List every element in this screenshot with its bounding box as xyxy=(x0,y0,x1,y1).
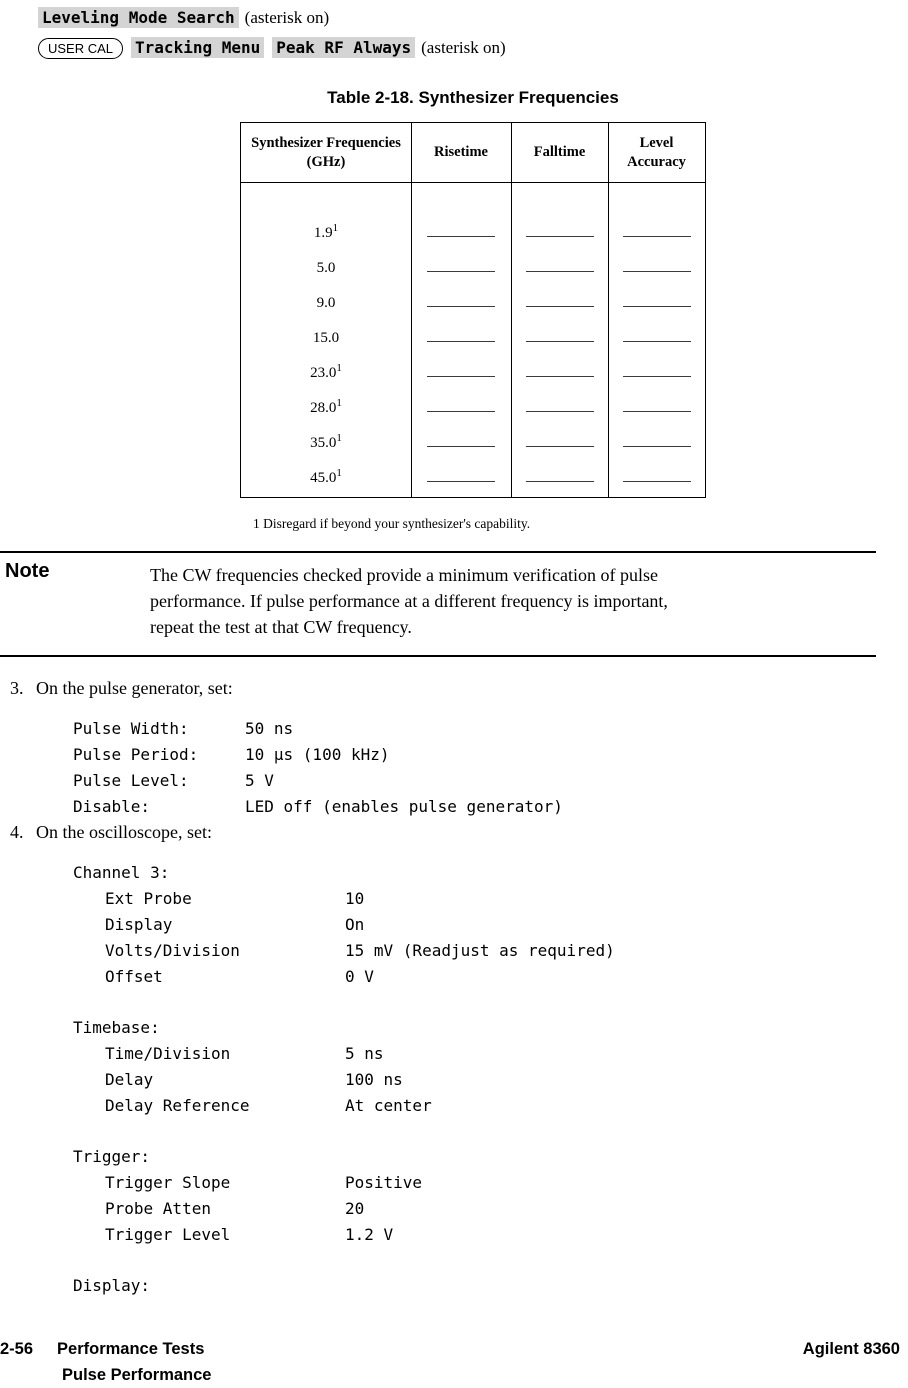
softkey-peak-rf-always: Peak RF Always xyxy=(272,37,415,58)
note-text-line: repeat the test at that CW frequency. xyxy=(150,617,412,637)
setting-label: Disable: xyxy=(73,797,151,816)
fill-in-line xyxy=(526,262,594,272)
setting-value: 5 V xyxy=(245,771,274,790)
blank-cell-falltime xyxy=(511,260,608,282)
blank-cell-level-accuracy xyxy=(608,470,705,492)
fill-in-line xyxy=(623,402,691,412)
blank-cell-level-accuracy xyxy=(608,330,705,352)
softkey-leveling-mode-search: Leveling Mode Search xyxy=(38,7,239,28)
setting-name: Trigger Slope xyxy=(105,1173,231,1192)
setting-name: Probe Atten xyxy=(105,1199,211,1218)
setting-name: Delay Reference xyxy=(105,1096,250,1115)
fill-in-line xyxy=(427,332,495,342)
blank-cell-risetime xyxy=(411,470,511,492)
fill-in-line xyxy=(526,332,594,342)
setting-line xyxy=(73,742,563,768)
fill-in-line xyxy=(526,402,594,412)
blank-cell-risetime xyxy=(411,435,511,457)
step-4-number: 4. xyxy=(10,822,24,842)
frequency-value: 5.0 xyxy=(316,260,336,276)
setting-name: Offset xyxy=(105,967,163,986)
group-title: Display: xyxy=(73,1276,151,1295)
blank-cell-risetime xyxy=(411,225,511,247)
setting-value: 1.2 V xyxy=(345,1225,394,1244)
note-label: Note xyxy=(5,560,50,582)
settings-group xyxy=(73,1144,615,1248)
step-4-heading xyxy=(10,822,212,843)
footer-subsection: Pulse Performance xyxy=(62,1366,212,1384)
fill-in-line xyxy=(427,402,495,412)
blank-cell-level-accuracy xyxy=(608,260,705,282)
footer-line-1 xyxy=(0,1340,900,1359)
setting-value: 100 ns xyxy=(345,1070,403,1089)
setting-label: Pulse Period: xyxy=(73,745,199,764)
setting-label: Pulse Width: xyxy=(73,719,189,738)
setting-name: Volts/Division xyxy=(105,941,240,960)
footer-page-number: 2-56 xyxy=(0,1340,34,1358)
column-header-risetime: Risetime xyxy=(434,144,488,161)
fill-in-line xyxy=(623,262,691,272)
setting-line xyxy=(73,768,563,794)
column-header-falltime: Falltime xyxy=(533,144,586,161)
table-row xyxy=(241,457,705,492)
setting-name: Delay xyxy=(105,1070,154,1089)
group-title: Trigger: xyxy=(73,1147,151,1166)
setting-value: 10 µs (100 kHz) xyxy=(245,745,390,764)
frequency-value: 15.0 xyxy=(312,330,340,346)
fill-in-line xyxy=(427,227,495,237)
frequency-value: 35.0$^1$ xyxy=(310,432,342,451)
table-row xyxy=(241,282,705,317)
column-header-synthesizer-frequencies: Synthesizer Frequencies (GHz) xyxy=(251,135,401,170)
blank-cell-risetime xyxy=(411,365,511,387)
fill-in-line xyxy=(623,472,691,482)
note-text-line: The CW frequencies checked provide a minimum verification of pulse xyxy=(150,565,658,585)
setting-value: 10 xyxy=(345,889,365,908)
frequency-value: 45.0$^1$ xyxy=(310,467,342,486)
table-row xyxy=(241,247,705,282)
fill-in-line xyxy=(526,227,594,237)
blank-cell-level-accuracy xyxy=(608,365,705,387)
fill-in-line xyxy=(526,437,594,447)
table-row xyxy=(241,212,705,247)
setting-name: Display xyxy=(105,915,173,934)
footer-section: Performance Tests xyxy=(57,1340,205,1358)
setting-line xyxy=(73,964,615,990)
table-row xyxy=(241,387,705,422)
settings-group xyxy=(73,1015,615,1119)
fill-in-line xyxy=(427,297,495,307)
keyline-1 xyxy=(38,8,329,28)
fill-in-line xyxy=(526,472,594,482)
blank-cell-level-accuracy xyxy=(608,435,705,457)
blank-cell-risetime xyxy=(411,400,511,422)
fill-in-line xyxy=(427,472,495,482)
blank-cell-falltime xyxy=(511,435,608,457)
fill-in-line xyxy=(623,297,691,307)
synthesizer-frequencies-table xyxy=(240,122,706,498)
setting-value: At center xyxy=(345,1096,432,1115)
step3-settings xyxy=(73,716,563,820)
step4-groups xyxy=(73,860,615,1324)
setting-value: Positive xyxy=(345,1173,423,1192)
group-title: Channel 3: xyxy=(73,863,170,882)
step-3-heading xyxy=(10,678,233,699)
group-title: Timebase: xyxy=(73,1018,160,1037)
frequency-value: $1.9^1$ xyxy=(313,222,339,241)
hardkey-user-cal: USER CAL xyxy=(38,38,123,59)
step-4-text: On the oscilloscope, set: xyxy=(36,822,212,842)
setting-name: Ext Probe xyxy=(105,889,192,908)
frequency-value: 23.0$^1$ xyxy=(310,362,342,381)
frequency-value: 28.0$^1$ xyxy=(310,397,342,416)
blank-cell-level-accuracy xyxy=(608,400,705,422)
note-bottom-rule xyxy=(0,655,876,657)
softkey-tracking-menu: Tracking Menu xyxy=(131,37,264,58)
table-header-row xyxy=(241,123,705,183)
table-row xyxy=(241,352,705,387)
table-title: Table 2-18. Synthesizer Frequencies xyxy=(327,88,619,107)
fill-in-line xyxy=(623,227,691,237)
setting-line xyxy=(73,794,563,820)
setting-line xyxy=(73,938,615,964)
fill-in-line xyxy=(526,367,594,377)
blank-cell-falltime xyxy=(511,365,608,387)
settings-group xyxy=(73,860,615,990)
fill-in-line xyxy=(623,367,691,377)
setting-line xyxy=(73,1170,615,1196)
blank-cell-falltime xyxy=(511,295,608,317)
blank-cell-risetime xyxy=(411,330,511,352)
note-top-rule xyxy=(0,551,876,553)
fill-in-line xyxy=(623,437,691,447)
setting-name: Trigger Level xyxy=(105,1225,231,1244)
setting-line xyxy=(73,1067,615,1093)
setting-value: On xyxy=(345,915,365,934)
blank-cell-level-accuracy xyxy=(608,225,705,247)
table-row xyxy=(241,422,705,457)
fill-in-line xyxy=(427,262,495,272)
setting-label: Pulse Level: xyxy=(73,771,189,790)
setting-line xyxy=(73,912,615,938)
setting-line xyxy=(73,1222,615,1248)
setting-name: Time/Division xyxy=(105,1044,231,1063)
blank-cell-risetime xyxy=(411,295,511,317)
blank-cell-falltime xyxy=(511,400,608,422)
setting-line xyxy=(73,1093,615,1119)
setting-value: 5 ns xyxy=(345,1044,384,1063)
note-text-line: performance. If pulse performance at a different frequency is important, xyxy=(150,591,668,611)
blank-cell-falltime xyxy=(511,225,608,247)
blank-cell-falltime xyxy=(511,330,608,352)
setting-line xyxy=(73,716,563,742)
table-body xyxy=(241,184,705,497)
setting-line xyxy=(73,1196,615,1222)
fill-in-line xyxy=(526,297,594,307)
frequency-value: 9.0 xyxy=(316,295,336,311)
setting-line xyxy=(73,886,615,912)
table-footnote: 1 Disregard if beyond your synthesizer's capability. xyxy=(253,516,531,531)
setting-value: 50 ns xyxy=(245,719,294,738)
keyline-2 xyxy=(38,38,506,59)
fill-in-line xyxy=(427,437,495,447)
footer-product: Agilent 8360 xyxy=(802,1340,900,1358)
setting-line xyxy=(73,1041,615,1067)
settings-group xyxy=(73,1273,615,1299)
setting-value: 20 xyxy=(345,1199,365,1218)
step-3-number: 3. xyxy=(10,678,24,698)
setting-value: 15 mV (Readjust as required) xyxy=(345,941,615,960)
table-row xyxy=(241,317,705,352)
fill-in-line xyxy=(623,332,691,342)
page-footer xyxy=(0,1340,900,1385)
blank-cell-level-accuracy xyxy=(608,295,705,317)
setting-value: 0 V xyxy=(345,967,374,986)
blank-cell-risetime xyxy=(411,260,511,282)
keyline-2-suffix: (asterisk on) xyxy=(421,38,506,57)
column-header-level-accuracy: Level Accuracy xyxy=(627,135,686,170)
fill-in-line xyxy=(427,367,495,377)
blank-cell-falltime xyxy=(511,470,608,492)
step-3-text: On the pulse generator, set: xyxy=(36,678,233,698)
setting-value: LED off (enables pulse generator) xyxy=(245,797,563,816)
keyline-1-suffix: (asterisk on) xyxy=(244,8,330,27)
note-text xyxy=(150,562,880,640)
